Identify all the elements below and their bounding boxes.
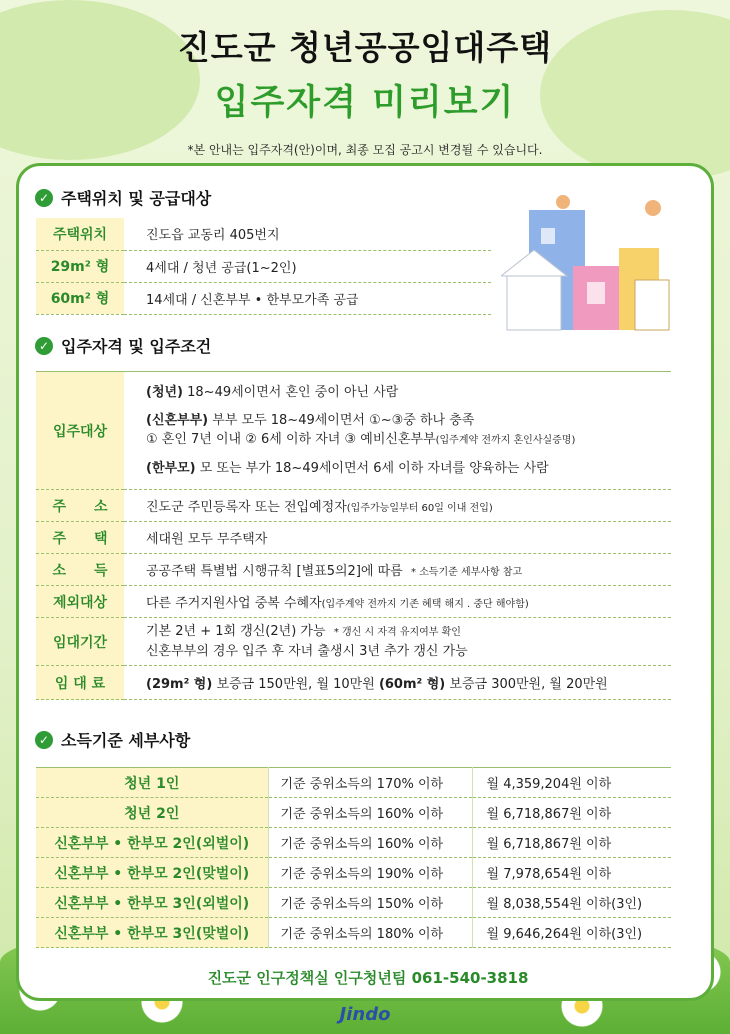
section-title: 주택위치 및 공급대상 <box>61 189 212 208</box>
jindo-logo: Jindo <box>339 1004 391 1025</box>
income-criteria: 기준 중위소득의 170% 이하 <box>268 768 472 798</box>
youth-tag: (청년) <box>146 385 183 400</box>
income-amount: 월 4,359,204원 이하 <box>472 768 671 798</box>
row-value: 4세대 / 청년 공급(1~2인) <box>124 250 491 282</box>
table-row <box>36 618 671 666</box>
newlywed-detail-note: (입주계약 전까지 혼인사실증명) <box>435 435 576 446</box>
income-text: 공공주택 특별법 시행규칙 [별표5의2]에 따름 <box>146 564 403 579</box>
rent-text-60: 보증금 300만원, 월 20만원 <box>445 677 608 692</box>
period-text-extra: 신혼부부의 경우 입주 후 자녀 출생시 3년 추가 갱신 가능 <box>146 644 468 659</box>
income-note: * 소득기준 세부사항 참고 <box>410 567 523 578</box>
row-value: 14세대 / 신혼부부 • 한부모가족 공급 <box>124 282 491 314</box>
table-row <box>36 768 671 798</box>
row-label: 소 득 <box>36 554 124 586</box>
address-note: (입주가능일부터 60일 이내 전입) <box>346 503 493 514</box>
address-text: 진도군 주민등록자 또는 전입예정자 <box>146 500 347 515</box>
income-type: 신혼부부 • 한부모 2인(외벌이) <box>36 828 268 858</box>
section-title: 소득기준 세부사항 <box>61 731 191 750</box>
table-row <box>36 250 491 282</box>
income-type: 신혼부부 • 한부모 2인(맞벌이) <box>36 858 268 888</box>
rent-tag-29: (29m² 형) <box>146 677 213 692</box>
row-value <box>124 666 671 700</box>
check-icon: ✓ <box>35 731 53 749</box>
table-row <box>36 522 671 554</box>
row-label: 주 소 <box>36 490 124 522</box>
row-label: 주 택 <box>36 522 124 554</box>
single-parent-tag: (한부모) <box>146 461 196 476</box>
newlywed-text: 부부 모두 18~49세이면서 ①~③중 하나 충족 <box>208 413 475 428</box>
notice-text: *본 안내는 입주자격(안)이며, 최종 모집 공고시 변경될 수 있습니다. <box>187 143 543 157</box>
table-row <box>36 828 671 858</box>
table-row <box>36 490 671 522</box>
income-criteria: 기준 중위소득의 160% 이하 <box>268 798 472 828</box>
income-type: 청년 2인 <box>36 798 268 828</box>
section-header-eligibility <box>35 334 211 357</box>
income-type: 신혼부부 • 한부모 3인(맞벌이) <box>36 918 268 948</box>
row-value <box>124 586 671 618</box>
row-label: 입주대상 <box>36 372 124 490</box>
table-row <box>36 798 671 828</box>
row-label: 60m² 형 <box>36 282 124 314</box>
row-value <box>124 372 671 490</box>
income-criteria: 기준 중위소득의 180% 이하 <box>268 918 472 948</box>
table-row <box>36 282 491 314</box>
income-type: 청년 1인 <box>36 768 268 798</box>
income-amount: 월 7,978,654원 이하 <box>472 858 671 888</box>
youth-text: 18~49세이면서 혼인 중이 아닌 사람 <box>183 385 399 400</box>
period-note: * 갱신 시 자격 유지여부 확인 <box>333 627 461 638</box>
income-criteria: 기준 중위소득의 150% 이하 <box>268 888 472 918</box>
table-row <box>36 372 671 490</box>
row-value: 세대원 모두 무주택자 <box>124 522 671 554</box>
table-row <box>36 218 491 250</box>
row-value <box>124 554 671 586</box>
income-criteria: 기준 중위소득의 160% 이하 <box>268 828 472 858</box>
row-label: 임 대 료 <box>36 666 124 700</box>
exclude-text: 다른 주거지원사업 중복 수혜자 <box>146 596 322 611</box>
page-title: 진도군 청년공공임대주택 <box>177 28 553 67</box>
section-header-income <box>35 728 190 751</box>
row-label: 임대기간 <box>36 618 124 666</box>
newlywed-tag: (신혼부부) <box>146 413 209 428</box>
income-type: 신혼부부 • 한부모 3인(외벌이) <box>36 888 268 918</box>
table-row <box>36 888 671 918</box>
rent-text-29: 보증금 150만원, 월 10만원 <box>212 677 379 692</box>
table-row <box>36 918 671 948</box>
table-row <box>36 554 671 586</box>
income-amount: 월 6,718,867원 이하 <box>472 798 671 828</box>
income-amount: 월 9,646,264원 이하(3인) <box>472 918 671 948</box>
income-criteria: 기준 중위소득의 190% 이하 <box>268 858 472 888</box>
income-table <box>36 767 671 948</box>
page-subtitle: 입주자격 미리보기 <box>214 83 516 123</box>
row-label: 주택위치 <box>36 218 124 250</box>
row-label: 29m² 형 <box>36 250 124 282</box>
eligibility-table <box>36 371 671 700</box>
row-value: 진도읍 교동리 405번지 <box>124 218 491 250</box>
check-icon: ✓ <box>35 337 53 355</box>
income-amount: 월 8,038,554원 이하(3인) <box>472 888 671 918</box>
single-parent-text: 모 또는 부가 18~49세이면서 6세 이하 자녀를 양육하는 사람 <box>195 461 549 476</box>
row-value <box>124 490 671 522</box>
header <box>0 22 730 158</box>
info-card <box>16 163 714 1001</box>
table-row <box>36 586 671 618</box>
newlywed-detail: ① 혼인 7년 이내 ② 6세 이하 자녀 ③ 예비신혼부부 <box>146 432 436 447</box>
row-value <box>124 618 671 666</box>
rent-tag-60: (60m² 형) <box>378 677 446 692</box>
exclude-note: (입주계약 전까지 기존 혜택 해지 . 중단 해야함) <box>321 599 529 610</box>
section-title: 입주자격 및 입주조건 <box>61 337 212 356</box>
row-label: 제외대상 <box>36 586 124 618</box>
table-row <box>36 666 671 700</box>
table-row <box>36 858 671 888</box>
section-header-location <box>35 186 211 209</box>
location-table <box>36 218 491 315</box>
contact-info: 진도군 인구정책실 인구청년팀 061-540-3818 <box>207 969 529 987</box>
house-illustration <box>501 188 691 338</box>
income-amount: 월 6,718,867원 이하 <box>472 828 671 858</box>
period-text: 기본 2년 + 1회 갱신(2년) 가능 <box>146 624 326 639</box>
check-icon: ✓ <box>35 189 53 207</box>
